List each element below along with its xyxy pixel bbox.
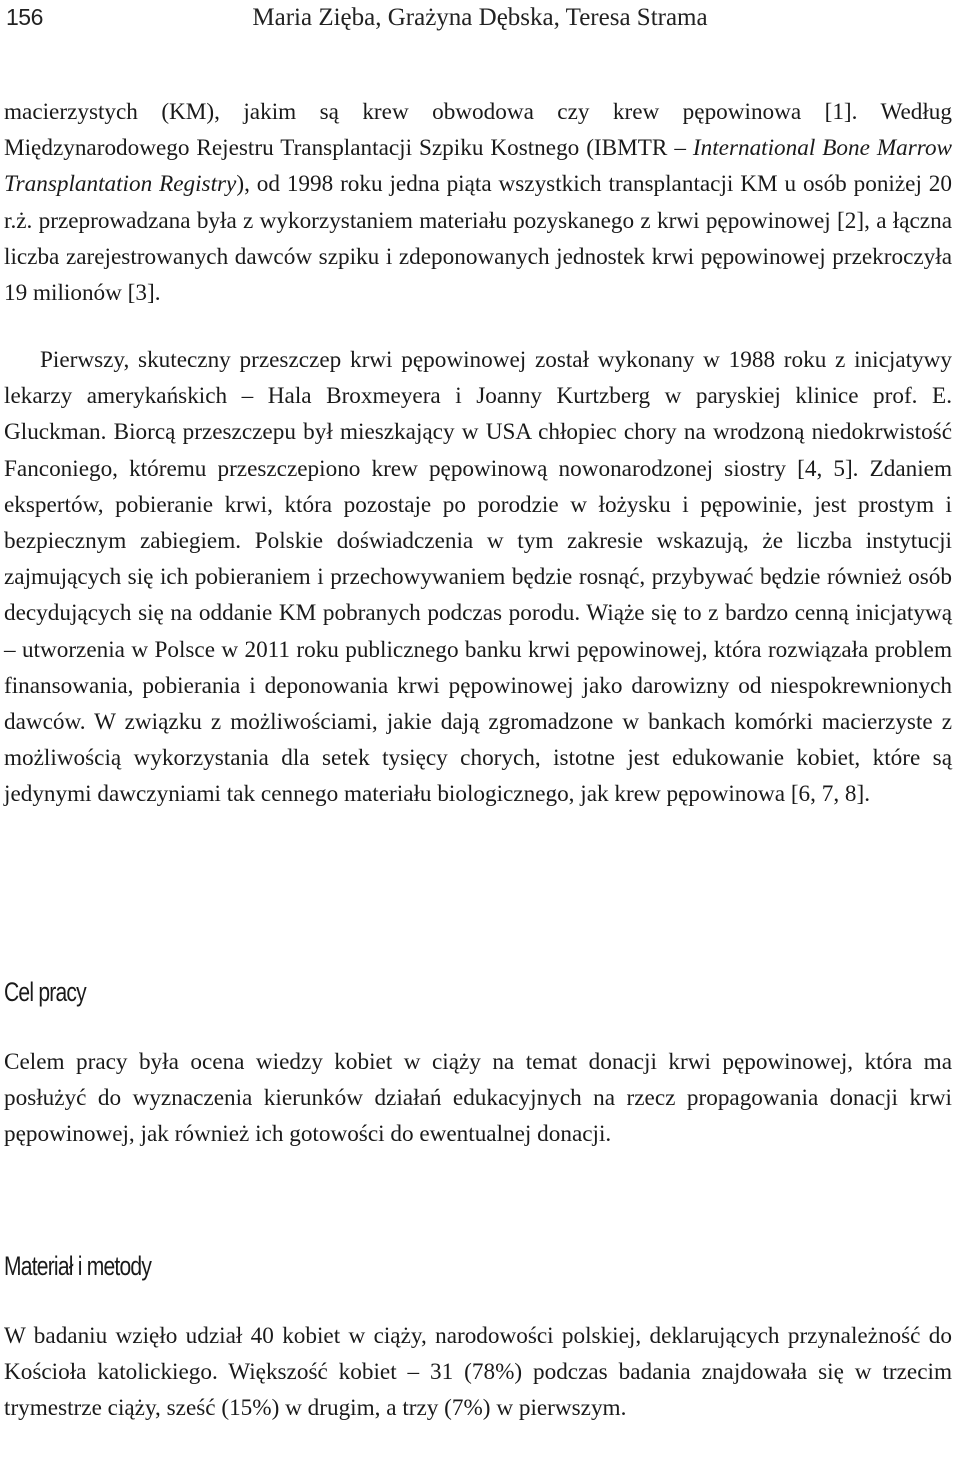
section-title-methods: Materiał i metody: [4, 1251, 152, 1281]
page-number: 156: [6, 4, 43, 30]
registry-name-italic: International Bone Marrow Transplantation Registry: [4, 135, 952, 198]
history-paragraph: Pierwszy, skuteczny przeszczep krwi pępowinowej został wykonany w 1988 roku z inicjatywy lekarzy amerykańskich – Hala Broxmeyera i Joanny Kurtzberg w paryskiej klinice prof. E. Gluckman. Biorcą przeszczepu był mieszkający w USA chłopiec chory na wrodzoną niedokrwistość Fanconiego, któremu przeszczepiono krew pępowinową nowonarodzonej siostry [4, 5]. Zdaniem ekspertów, pobieranie krwi, która pozostaje po porodzie w łożysku i pępowinie, jest prostym i bezpiecznym zabiegiem. Polskie doświadczenia w tym zakresie wskazują, że liczba instytucji zajmujących się ich pobieraniem i przechowywaniem będzie rosnąć, przybywać będzie również osób decydujących się na oddanie KM pobranych podczas porodu. Wiąże się to z bardzo cenną inicjatywą – utworzenia w Polsce w 2011 roku publicznego banku krwi pępowinowej, która rozwiązała problem finansowania, pobierania i deponowania krwi pępowinowej jako darowizny od niespokrewnionych dawców. W związku z możliwościami, jakie dają zgromadzone w bankach komórki macierzyste z możliwością wykorzystania dla setek tysięcy chorych, istotne jest edukowanie kobiet, które są jedynymi dawczyniami tak cennego materiału biologicznego, jak krew pępowinowa [6, 7, 8].: [4, 347, 952, 808]
section-body-aim: Celem pracy była ocena wiedzy kobiet w ciąży na temat donacji krwi pępowinowej, która ma posłużyć do wyznaczenia kierunków działań edukacyjnych na rzecz propagowania donacji krwi pępowinowej, jak również ich gotowości do ewentualnej donacji.: [4, 1049, 952, 1148]
paragraph-text: ), od 1998 roku jedna piąta wszystkich transplantacji KM u osób poniżej 20 r.ż. przeprowadzana była z wykorzystaniem materiału pozyskanego z krwi pępowinowej [2], a łączna liczba zarejestrowanych dawców szpiku i zdeponowanych jednostek krwi pępowinowej przekroczyła 19 milionów [3].: [4, 171, 952, 307]
section-title-aim: Cel pracy: [4, 977, 86, 1007]
running-header-authors: Maria Zięba, Grażyna Dębska, Teresa Strama: [252, 4, 708, 31]
section-body-methods: W badaniu wzięło udział 40 kobiet w ciąży, narodowości polskiej, deklarujących przynależność do Kościoła katolickiego. Większość kobiet – 31 (78%) podczas badania znajdowała się w trzecim trymestrze ciąży, sześć (15%) w drugim, a trzy (7%) w pierwszym.: [4, 1323, 952, 1422]
intro-paragraph-continued: [4, 94, 952, 311]
running-header: [6, 2, 954, 36]
paragraph-text: macierzystych (KM), jakim są krew obwodowa czy krew pępowinowa [1]. Według Międzynarodowego Rejestru Transplantacji Szpiku Kostnego (IBMTR –: [4, 99, 952, 162]
